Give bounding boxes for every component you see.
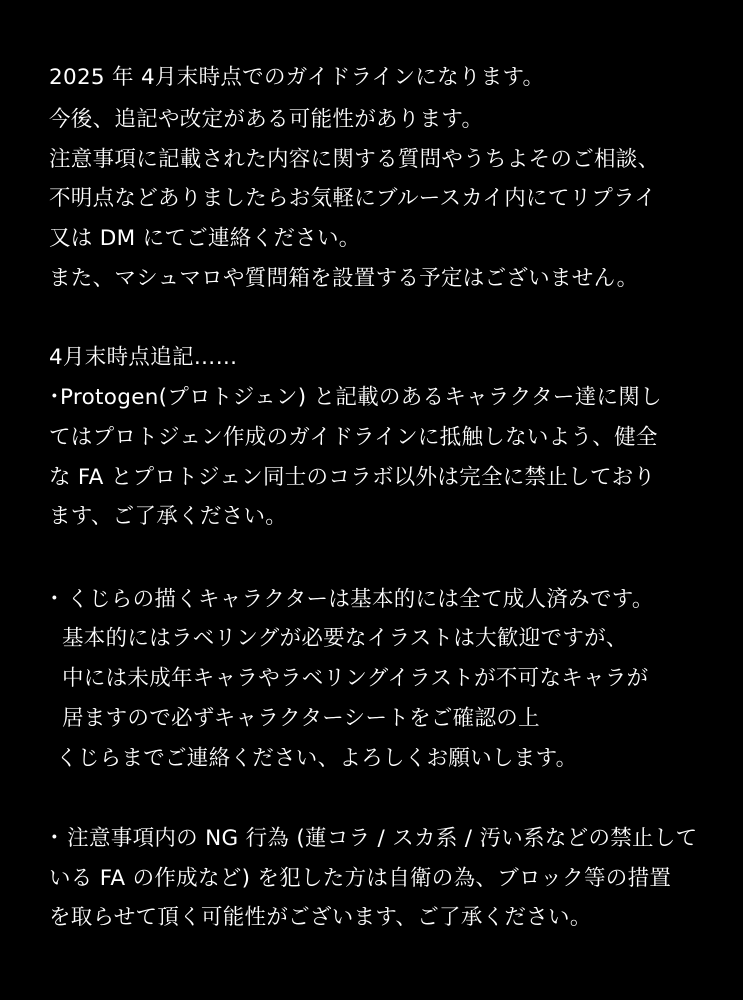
addendum-heading: 4月末時点追記…… xyxy=(49,345,238,370)
intro-line-4: 不明点などありましたらお気軽にブルースカイ内にてリプライ xyxy=(49,186,657,211)
intro-line-6: また、マシュマロや質問箱を設置する予定はございません。 xyxy=(49,266,639,291)
intro-line-5: 又は DM にてご連絡ください。 xyxy=(49,226,361,251)
intro-line-2: 今後、追記や改定がある可能性があります。 xyxy=(49,107,484,132)
intro-line-1: 2025 年 4月末時点でのガイドラインになります。 xyxy=(49,65,545,90)
adult-line-2: 基本的にはラベリングが必要なイラストは大歓迎ですが、 xyxy=(62,626,628,651)
addendum-line-3: な FA とプロトジェン同士のコラボ以外は完全に禁止しており xyxy=(49,465,656,490)
ng-line-1: ･ 注意事項内の NG 行為 (蓮コラ / スカ系 / 汚い系などの禁止して xyxy=(49,826,698,851)
intro-line-3: 注意事項に記載された内容に関する質問やうちよそのご相談、 xyxy=(49,147,660,172)
addendum-line-2: てはプロトジェン作成のガイドラインに抵触しないよう、健全 xyxy=(49,425,658,450)
ng-line-2: いる FA の作成など) を犯した方は自衛の為、ブロック等の措置 xyxy=(49,866,672,891)
adult-line-1: ･ くじらの描くキャラクターは基本的には全て成人済みです。 xyxy=(49,587,654,612)
ng-line-3: を取らせて頂く可能性がございます、ご了承ください。 xyxy=(49,905,592,930)
addendum-line-4: ます、ご了承ください。 xyxy=(49,504,288,529)
adult-line-5: くじらまでご連絡ください、よろしくお願いします。 xyxy=(56,746,578,771)
adult-line-4: 居ますので必ずキャラクターシートをご確認の上 xyxy=(62,706,540,731)
addendum-line-1: ･Protogen(プロトジェン) と記載のあるキャラクター達に関し xyxy=(49,385,662,410)
adult-line-3: 中には未成年キャラやラベリングイラストが不可なキャラが xyxy=(62,666,649,691)
